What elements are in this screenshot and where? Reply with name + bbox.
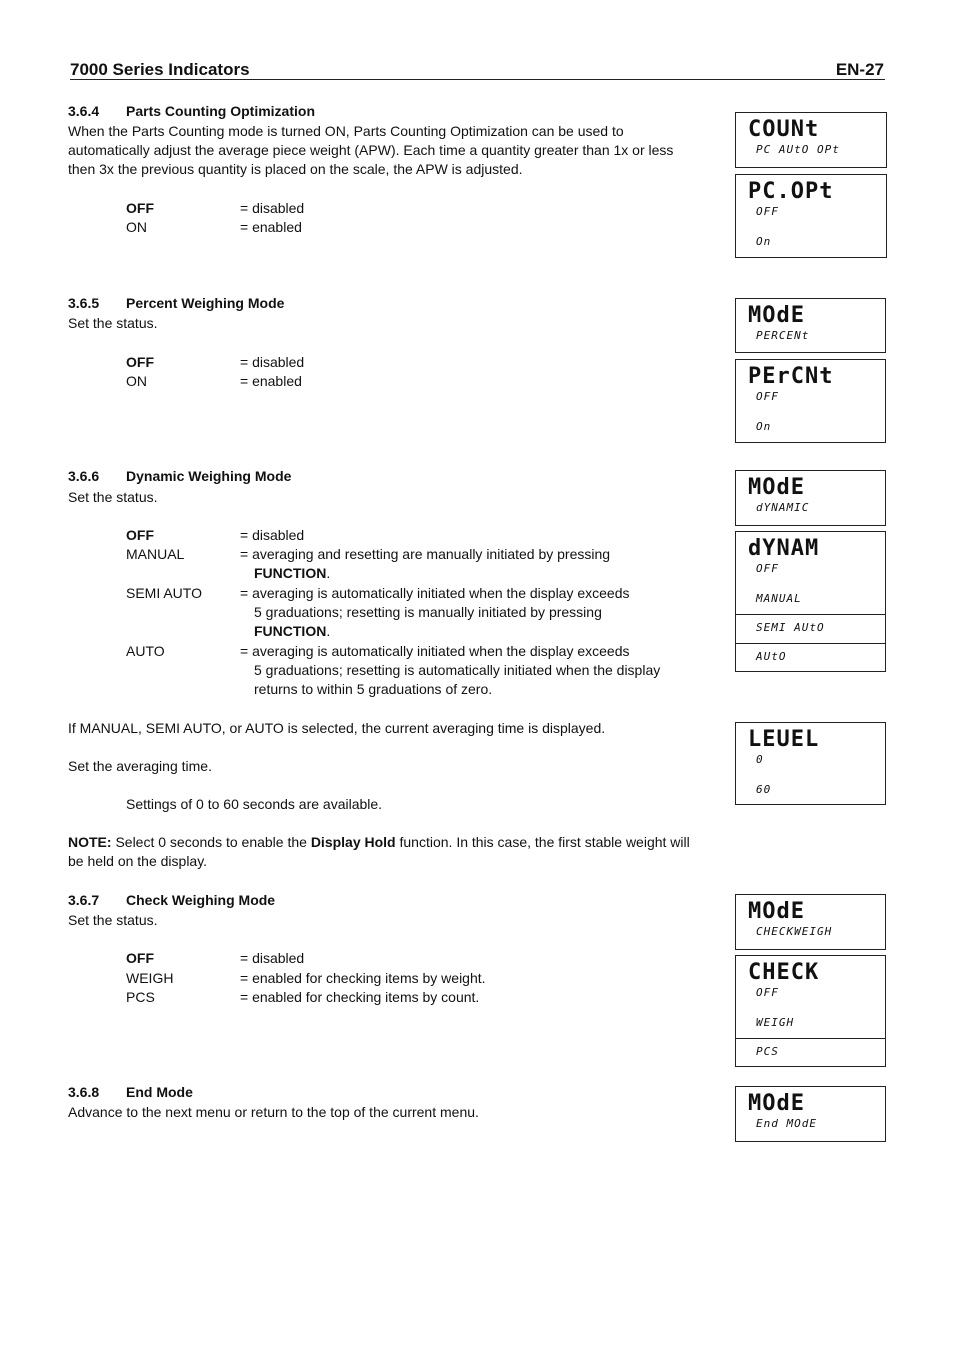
lcd-option-row: 60 [735,777,886,805]
note-paragraph: NOTE: Select 0 seconds to enable the Display Hold function. In this case, the first stable weight will be held on the display. [68,834,690,869]
section-body-3-6-5: Set the status. [68,315,158,331]
section-body-3-6-7: Set the status. [68,912,158,928]
paragraph-averaging-displayed: If MANUAL, SEMI AUTO, or AUTO is selected, the current averaging time is displayed. [68,720,606,736]
page-header-title: 7000 Series Indicators [70,60,250,79]
lcd-display-pc-opt: PC.OPt OFF [735,174,887,230]
lcd-display-level: LEUEL 0 [735,722,886,778]
lcd-display-mode-percent: MOdE PERCENt [735,298,886,353]
lcd-option-row: MANUAL [735,586,886,615]
paragraph-settings-range: Settings of 0 to 60 seconds are available. [126,796,383,812]
page-number: EN-27 [835,60,884,79]
section-heading-3-6-4: 3.6.4 Parts Counting Optimization [68,103,315,119]
lcd-display-percnt: PErCNt OFF [735,359,886,415]
lcd-display-mode-check: MOdE CHECKWEIGH [735,894,886,950]
lcd-option-row: On [735,414,886,443]
lcd-option-row: PCS [735,1039,886,1067]
lcd-option-row: On [735,229,887,258]
lcd-option-row: WEIGH [735,1010,886,1039]
header-rule [70,79,885,80]
section-heading-3-6-6: 3.6.6 Dynamic Weighing Mode [68,468,292,484]
section-body-3-6-4: When the Parts Counting mode is turned ON, Parts Counting Optimization can be used to automatically adjust the average piece weight (APW). Each time a quantity greater than 1x or less then 3x the previous quantity is placed on the scale, the APW is adjusted. [68,123,674,177]
lcd-display-check: CHECK OFF [735,955,886,1011]
lcd-display-mode-end: MOdE End MOdE [735,1086,886,1142]
section-heading-3-6-8: 3.6.8 End Mode [68,1084,193,1100]
section-body-3-6-6: Set the status. [68,489,158,505]
section-heading-3-6-5: 3.6.5 Percent Weighing Mode [68,295,285,311]
lcd-option-row: SEMI AUtO [735,615,886,644]
lcd-display-dynamic: dYNAM OFF [735,531,886,587]
paragraph-set-averaging-time: Set the averaging time. [68,758,212,774]
lcd-display-mode-dynamic: MOdE dYNAMIC [735,470,886,526]
lcd-option-row: AUtO [735,644,886,672]
section-body-3-6-8: Advance to the next menu or return to the top of the current menu. [68,1104,479,1120]
section-heading-3-6-7: 3.6.7 Check Weighing Mode [68,892,276,908]
lcd-display-count: COUNt PC AUtO OPt [735,112,887,168]
